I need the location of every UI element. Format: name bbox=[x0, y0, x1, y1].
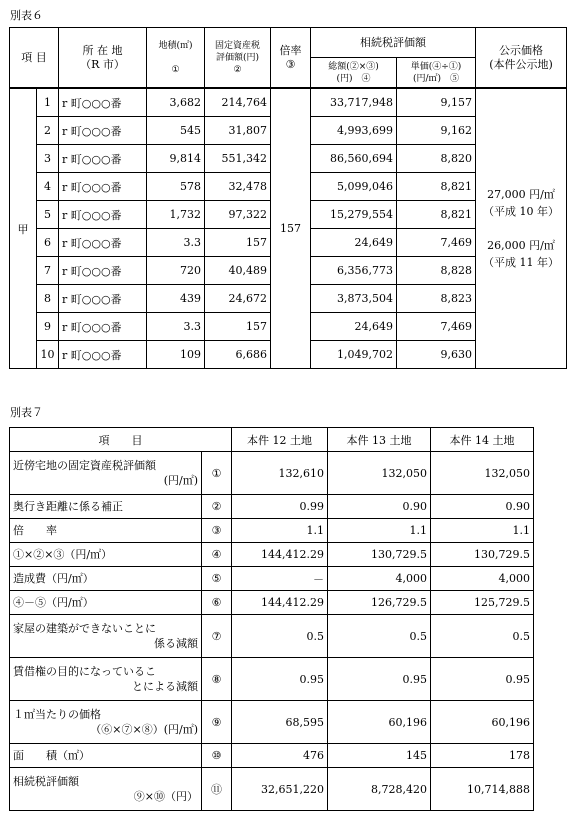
unit-cell: 8,821 bbox=[397, 201, 476, 229]
value-cell: 4,000 bbox=[431, 567, 534, 591]
table-row bbox=[10, 88, 567, 117]
header-unit: 単価(④÷①) (円/㎡) ⑤ bbox=[397, 58, 476, 89]
value-cell: 8,728,420 bbox=[328, 768, 431, 811]
unit-cell: 8,823 bbox=[397, 285, 476, 313]
value-cell: 1.1 bbox=[431, 519, 534, 543]
unit-cell: 9,630 bbox=[397, 341, 476, 369]
fixed-value-cell: 551,342 bbox=[205, 145, 271, 173]
value-cell: 0.95 bbox=[328, 658, 431, 701]
table6 bbox=[9, 27, 567, 369]
table-row bbox=[10, 615, 534, 658]
header-inherit: 相続税評価額 bbox=[311, 28, 476, 58]
table-row bbox=[10, 744, 534, 768]
table-row bbox=[10, 495, 534, 519]
row-label: １㎡当たりの価格 （⑥×⑦×⑧）(円/㎡) bbox=[10, 701, 202, 744]
location-cell: r 町○○○番 bbox=[59, 201, 147, 229]
location-cell: r 町○○○番 bbox=[59, 313, 147, 341]
total-cell: 86,560,694 bbox=[311, 145, 397, 173]
row-number: 1 bbox=[37, 88, 59, 117]
table-row bbox=[10, 543, 534, 567]
unit-cell: 7,469 bbox=[397, 229, 476, 257]
value-cell: 144,412.29 bbox=[232, 591, 328, 615]
row-number: 4 bbox=[37, 173, 59, 201]
row-label: ④－⑤（円/㎡） bbox=[10, 591, 202, 615]
col-header: 本件 14 土地 bbox=[431, 428, 534, 452]
unit-cell: 9,157 bbox=[397, 88, 476, 117]
value-cell: 0.90 bbox=[431, 495, 534, 519]
area-cell: 545 bbox=[147, 117, 205, 145]
table-row bbox=[10, 701, 534, 744]
header-public: 公示価格 (本件公示地) bbox=[476, 28, 567, 89]
unit-cell: 7,469 bbox=[397, 313, 476, 341]
total-cell: 15,279,554 bbox=[311, 201, 397, 229]
total-cell: 1,049,702 bbox=[311, 341, 397, 369]
col-header: 本件 12 土地 bbox=[232, 428, 328, 452]
area-cell: 439 bbox=[147, 285, 205, 313]
row-number: 8 bbox=[37, 285, 59, 313]
ratio-cell: 157 bbox=[271, 88, 311, 369]
table7-caption: 別表７ bbox=[10, 406, 43, 419]
fixed-value-cell: 24,672 bbox=[205, 285, 271, 313]
table-row bbox=[10, 519, 534, 543]
table6-caption: 別表６ bbox=[10, 9, 43, 22]
total-cell: 24,649 bbox=[311, 313, 397, 341]
header-location: 所 在 地 （R 市） bbox=[59, 28, 147, 89]
location-cell: r 町○○○番 bbox=[59, 173, 147, 201]
value-cell: 130,729.5 bbox=[431, 543, 534, 567]
row-label: 倍 率 bbox=[10, 519, 202, 543]
row-number: ⑨ bbox=[202, 701, 232, 744]
row-number: ⑤ bbox=[202, 567, 232, 591]
row-number: 7 bbox=[37, 257, 59, 285]
header-total: 総額(②×③) (円) ④ bbox=[311, 58, 397, 89]
header-area: 地積(㎡) ① bbox=[147, 28, 205, 89]
location-cell: r 町○○○番 bbox=[59, 257, 147, 285]
total-cell: 33,717,948 bbox=[311, 88, 397, 117]
area-cell: 578 bbox=[147, 173, 205, 201]
value-cell: 0.5 bbox=[431, 615, 534, 658]
row-number: ⑦ bbox=[202, 615, 232, 658]
value-cell: 0.95 bbox=[232, 658, 328, 701]
row-number: ③ bbox=[202, 519, 232, 543]
row-number: 6 bbox=[37, 229, 59, 257]
value-cell: 32,651,220 bbox=[232, 768, 328, 811]
value-cell: 132,610 bbox=[232, 452, 328, 495]
row-number: 5 bbox=[37, 201, 59, 229]
location-cell: r 町○○○番 bbox=[59, 285, 147, 313]
value-cell: 130,729.5 bbox=[328, 543, 431, 567]
value-cell: 132,050 bbox=[431, 452, 534, 495]
value-cell: 0.90 bbox=[328, 495, 431, 519]
value-cell: 0.99 bbox=[232, 495, 328, 519]
area-cell: 1,732 bbox=[147, 201, 205, 229]
value-cell: 178 bbox=[431, 744, 534, 768]
row-number: 9 bbox=[37, 313, 59, 341]
fixed-value-cell: 214,764 bbox=[205, 88, 271, 117]
value-cell: 1.1 bbox=[232, 519, 328, 543]
table-row bbox=[10, 452, 534, 495]
value-cell: 68,595 bbox=[232, 701, 328, 744]
area-cell: 109 bbox=[147, 341, 205, 369]
location-cell: r 町○○○番 bbox=[59, 88, 147, 117]
area-cell: 3,682 bbox=[147, 88, 205, 117]
row-label: 賃借権の目的になっているこ とによる減額 bbox=[10, 658, 202, 701]
col-header: 本件 13 土地 bbox=[328, 428, 431, 452]
total-cell: 5,099,046 bbox=[311, 173, 397, 201]
row-label: 造成費（円/㎡） bbox=[10, 567, 202, 591]
fixed-value-cell: 6,686 bbox=[205, 341, 271, 369]
table-row bbox=[10, 567, 534, 591]
table-row bbox=[10, 658, 534, 701]
row-number: ⑥ bbox=[202, 591, 232, 615]
row-number: ④ bbox=[202, 543, 232, 567]
value-cell: 476 bbox=[232, 744, 328, 768]
area-cell: 9,814 bbox=[147, 145, 205, 173]
area-cell: 3.3 bbox=[147, 313, 205, 341]
value-cell: 126,729.5 bbox=[328, 591, 431, 615]
header-item: 項 目 bbox=[10, 428, 232, 452]
total-cell: 6,356,773 bbox=[311, 257, 397, 285]
row-label: 近傍宅地の固定資産税評価額 (円/㎡) bbox=[10, 452, 202, 495]
value-cell: 132,050 bbox=[328, 452, 431, 495]
value-cell: 0.95 bbox=[431, 658, 534, 701]
row-label: 相続税評価額 ⑨×⑩（円） bbox=[10, 768, 202, 811]
row-label: 奥行き距離に係る補正 bbox=[10, 495, 202, 519]
public-price-cell: 27,000 円/㎡ （平成 10 年） 26,000 円/㎡ （平成 11 年） bbox=[476, 88, 567, 369]
value-cell: － bbox=[232, 567, 328, 591]
row-number: 2 bbox=[37, 117, 59, 145]
table-row bbox=[10, 768, 534, 811]
unit-cell: 8,820 bbox=[397, 145, 476, 173]
location-cell: r 町○○○番 bbox=[59, 117, 147, 145]
row-number: ⑪ bbox=[202, 768, 232, 811]
unit-cell: 8,828 bbox=[397, 257, 476, 285]
total-cell: 4,993,699 bbox=[311, 117, 397, 145]
fixed-value-cell: 157 bbox=[205, 229, 271, 257]
header-fixed-value: 固定資産税 評価額(円) ② bbox=[205, 28, 271, 89]
value-cell: 144,412.29 bbox=[232, 543, 328, 567]
group-label: 甲 bbox=[10, 88, 37, 369]
location-cell: r 町○○○番 bbox=[59, 229, 147, 257]
value-cell: 1.1 bbox=[328, 519, 431, 543]
value-cell: 0.5 bbox=[232, 615, 328, 658]
row-number: ⑩ bbox=[202, 744, 232, 768]
value-cell: 60,196 bbox=[431, 701, 534, 744]
fixed-value-cell: 157 bbox=[205, 313, 271, 341]
row-number: 10 bbox=[37, 341, 59, 369]
row-label: 面 積（㎡） bbox=[10, 744, 202, 768]
value-cell: 10,714,888 bbox=[431, 768, 534, 811]
value-cell: 145 bbox=[328, 744, 431, 768]
unit-cell: 9,162 bbox=[397, 117, 476, 145]
row-number: 3 bbox=[37, 145, 59, 173]
row-label: ①×②×③（円/㎡） bbox=[10, 543, 202, 567]
row-number: ⑧ bbox=[202, 658, 232, 701]
total-cell: 24,649 bbox=[311, 229, 397, 257]
fixed-value-cell: 97,322 bbox=[205, 201, 271, 229]
area-cell: 720 bbox=[147, 257, 205, 285]
table-row bbox=[10, 591, 534, 615]
row-label: 家屋の建築ができないことに 係る減額 bbox=[10, 615, 202, 658]
location-cell: r 町○○○番 bbox=[59, 145, 147, 173]
fixed-value-cell: 32,478 bbox=[205, 173, 271, 201]
fixed-value-cell: 31,807 bbox=[205, 117, 271, 145]
area-cell: 3.3 bbox=[147, 229, 205, 257]
unit-cell: 8,821 bbox=[397, 173, 476, 201]
table7 bbox=[9, 427, 534, 811]
location-cell: r 町○○○番 bbox=[59, 341, 147, 369]
header-item: 項 目 bbox=[10, 28, 59, 89]
value-cell: 0.5 bbox=[328, 615, 431, 658]
row-number: ② bbox=[202, 495, 232, 519]
value-cell: 60,196 bbox=[328, 701, 431, 744]
value-cell: 4,000 bbox=[328, 567, 431, 591]
header-ratio: 倍率 ③ bbox=[271, 28, 311, 89]
total-cell: 3,873,504 bbox=[311, 285, 397, 313]
value-cell: 125,729.5 bbox=[431, 591, 534, 615]
row-number: ① bbox=[202, 452, 232, 495]
fixed-value-cell: 40,489 bbox=[205, 257, 271, 285]
